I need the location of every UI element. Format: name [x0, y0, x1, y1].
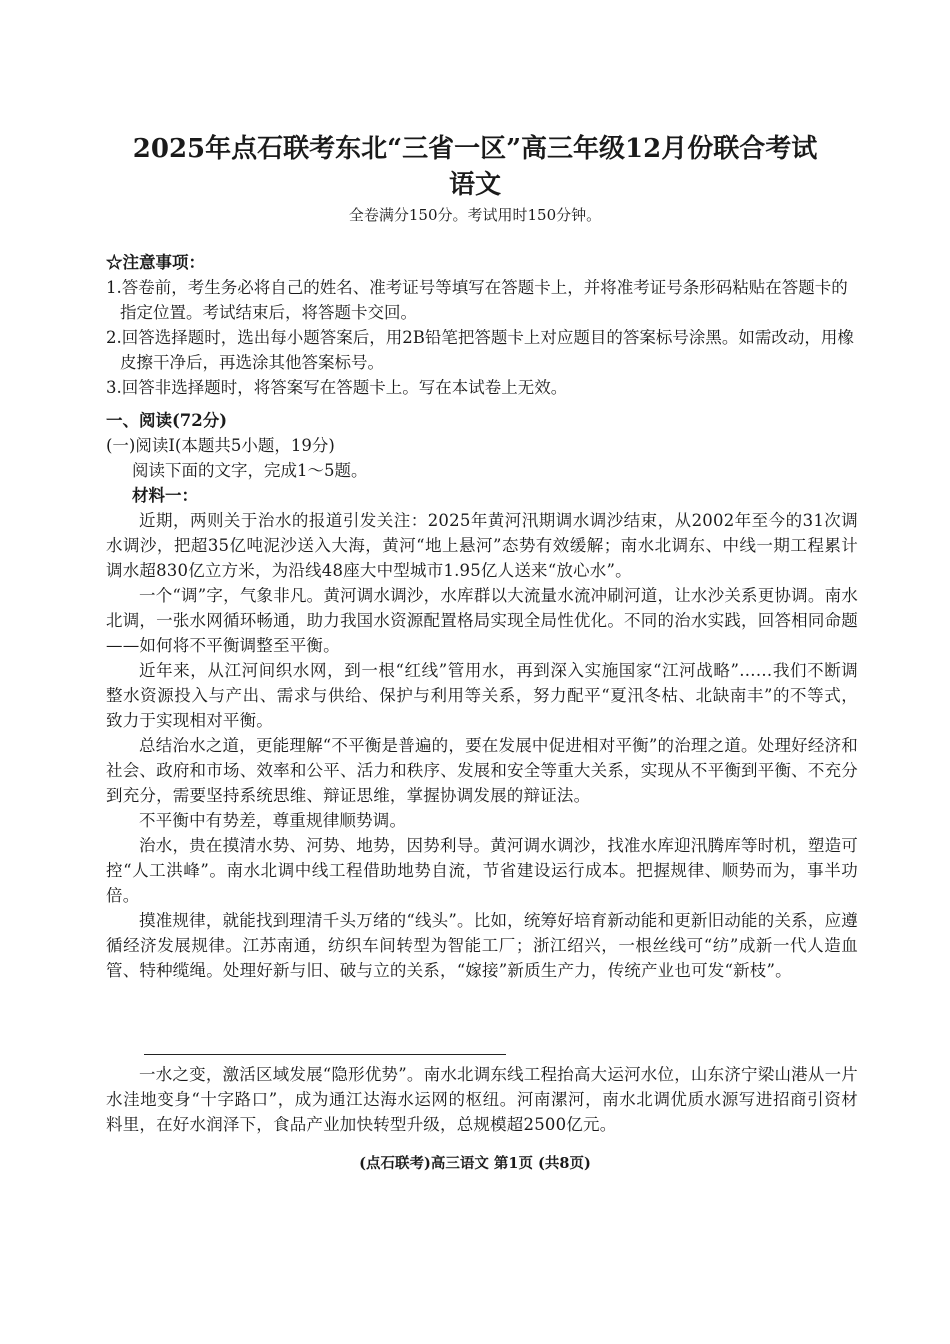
part-heading: (一)阅读Ⅰ(本题共5小题，19分)	[106, 436, 335, 455]
notice-item: 2.回答选择题时，选出每小题答案后，用2B铅笔把答题卡上对应题目的答案标号涂黑。如需改动，用橡皮擦干净后，再选涂其他答案标号。	[106, 328, 854, 372]
section-heading: 一、阅读(72分)	[106, 411, 228, 430]
continued-section	[106, 1062, 858, 1137]
paragraph: 一水之变，激活区域发展“隐形优势”。南水北调东线工程抬高大运河水位，山东济宁梁山港从一片水洼地变身“十字路口”，成为通江达海水运网的枢纽。河南漯河，南水北调优质水源写进招商引资材料里，在好水润泽下，食品产业加快转型升级，总规模超2500亿元。	[106, 1065, 858, 1134]
exam-meta: 全卷满分150分。考试用时150分钟。	[348, 206, 602, 224]
divider-rule	[144, 1054, 506, 1055]
notice-heading: ☆注意事项：	[106, 253, 205, 272]
notice-item: 3.回答非选择题时，将答案写在答题卡上。写在本试卷上无效。	[106, 378, 568, 397]
exam-title: 2025年点石联考东北“三省一区”高三年级12月份联合考试	[132, 134, 818, 164]
notice-item: 1.答卷前，考生务必将自己的姓名、准考证号等填写在答题卡上，并将准考证号条形码粘贴在答题卡的指定位置。考试结束后，将答题卡交回。	[106, 278, 848, 322]
page-footer: (点石联考)高三语文 第1页 (共8页)	[359, 1155, 591, 1172]
paragraph: 摸准规律，就能找到理清千头万绪的“线头”。比如，统筹好培育新动能和更新旧动能的关系，应遵循经济发展规律。江苏南通，纺织车间转型为智能工厂；浙江绍兴，一根丝线可“纺”成新一代人造血管、特种缆绳。处理好新与旧、破与立的关系，“嫁接”新质生产力，传统产业也可发“新枝”。	[106, 911, 858, 980]
paragraph: 近年来，从江河间织水网，到一根“红线”管用水，再到深入实施国家“江河战略”……我们不断调整水资源投入与产出、需求与供给、保护与利用等关系，努力配平“夏汛冬枯、北缺南丰”的不等式，致力于实现相对平衡。	[106, 661, 858, 730]
notice-section	[106, 250, 858, 400]
notice-list	[106, 275, 858, 400]
paragraph: 总结治水之道，更能理解“不平衡是普遍的，要在发展中促进相对平衡”的治理之道。处理好经济和社会、政府和市场、效率和公平、活力和秩序、发展和安全等重大关系，实现从不平衡到平衡、不充分到充分，需要坚持系统思维、辩证思维，掌握协调发展的辩证法。	[106, 736, 858, 805]
paragraph: 不平衡中有势差，尊重规律顺势调。	[139, 811, 407, 830]
reading-section	[106, 408, 858, 983]
paragraph: 一个“调”字，气象非凡。黄河调水调沙，水库群以大流量水流冲刷河道，让水沙关系更协调。南水北调，一张水网循环畅通，助力我国水资源配置格局实现全局性优化。不同的治水实践，回答相同命题——如何将不平衡调整至平衡。	[106, 586, 858, 655]
instruction-text: 阅读下面的文字，完成1～5题。	[132, 461, 368, 480]
subject-title: 语文	[448, 170, 501, 200]
material-heading: 材料一：	[132, 486, 198, 505]
paragraph: 近期，两则关于治水的报道引发关注：2025年黄河汛期调水调沙结束，从2002年至今的31次调水调沙，把超35亿吨泥沙送入大海，黄河“地上悬河”态势有效缓解；南水北调东、中线一期工程累计调水超830亿立方米，为沿线48座大中型城市1.95亿人送来“放心水”。	[106, 511, 858, 580]
paragraph: 治水，贵在摸清水势、河势、地势，因势利导。黄河调水调沙，找准水库迎汛腾库等时机，塑造可控“人工洪峰”。南水北调中线工程借助地势自流，节省建设运行成本。把握规律、顺势而为，事半功倍。	[106, 836, 858, 905]
